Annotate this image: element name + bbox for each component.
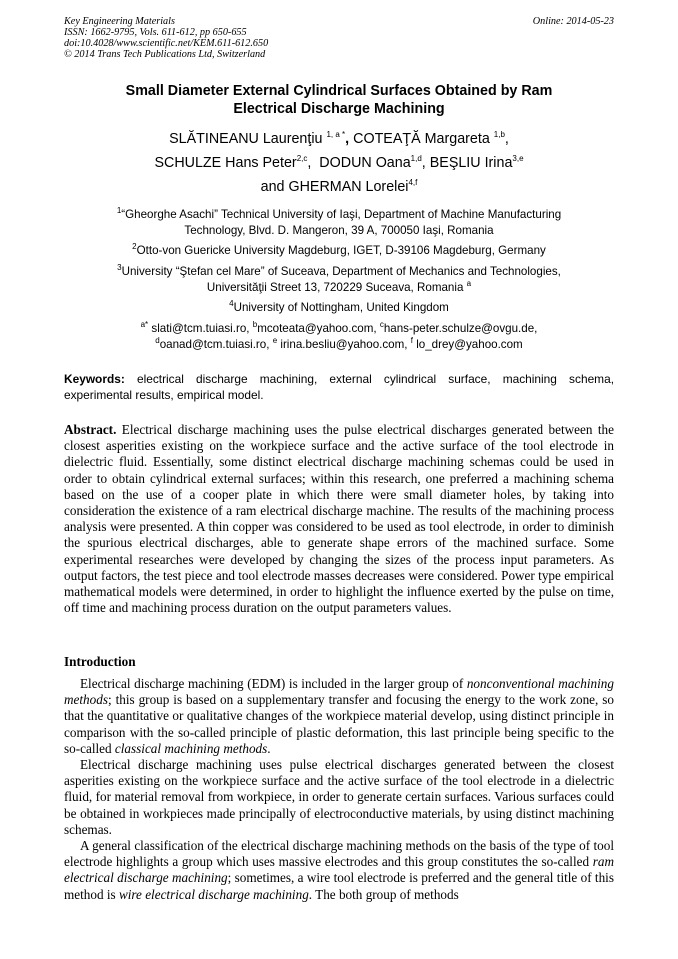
paragraph: Electrical discharge machining uses pulse electrical discharges generated between the closest asperities existing on the workpiece surface and the active surface of the tool electrode in a dielectric fluid, for material removal from workpiece, in order to generate certain surfaces. Various surfaces could be obtained in workpieces made principally of electroconductive materials, by using distinct machining schemas.	[64, 757, 614, 837]
journal-name: Key Engineering Materials	[64, 16, 175, 27]
author-sup: 1,b	[493, 130, 505, 140]
title-line-1: Small Diameter External Cylindrical Surfaces Obtained by Ram	[125, 83, 553, 99]
affil-sup: a	[466, 278, 472, 288]
email-list	[64, 321, 614, 352]
author-sup: 1,d	[410, 154, 422, 164]
email-sup: e	[272, 335, 278, 345]
copyright-line: © 2014 Trans Tech Publications Ltd, Switzerland	[64, 49, 266, 60]
paragraph: Electrical discharge machining (EDM) is included in the larger group of nonconventional machining methods; this group is based on a supplementary transfer and focusing the energy to the work zone, so that the quantitative or qualitative changes of the workpiece material develop, using distinct principle in comparison with the so-called principle of plastic deformation, this last principle being specific to the so-called classical machining methods.	[64, 676, 614, 756]
abstract-text: Electrical discharge machining uses the pulse electrical discharges generated between the closest asperities existing on the workpiece surface and the active surface of the tool electrode in dielectric fluid. Essentially, some distinct electrical discharge machining schemas could be used in order to obtain cylindrical external surfaces; within this research, one preferred a machining schema based on the use of a cooper plate in which there were small diameter holes, by taking into consideration the existence of a ram electrical discharge machine. The results of the machining process analysis were presented. A thin copper was considered to be used as tool electrode, in order to diminish the spurious electrical discharges, able to generate shape errors of the machined surface. Some experimental researches were developed by changing the sizes of the process input parameters. As output factors, the test piece and tool electrode masses decreases were considered. Power type empirical mathematical models were determined, in order to highlight the influence exerted by the pulse on time, off time and machining process duration on the output parameters values.	[64, 422, 614, 616]
title-line-2: Electrical Discharge Machining	[233, 101, 445, 117]
paragraph: A general classification of the electrical discharge machining methods on the basis of the type of tool electrode highlights a group which uses massive electrodes and this group constitutes the so-called ram electrical discharge machining; sometimes, a wire tool electrode is preferred and the general title of this method is wire electrical discharge machining. The both group of methods	[64, 838, 614, 902]
author-name: SCHULZE Hans Peter	[154, 155, 297, 171]
issn-line: ISSN: 1662-9795, Vols. 611-612, pp 650-655	[64, 27, 247, 38]
affil-sup: 1	[116, 206, 122, 216]
email-link[interactable]: hans-peter.schulze@ovgu.de,	[383, 322, 538, 335]
emphasis: wire electrical discharge machining	[118, 886, 309, 902]
author-name: SLĂTINEANU Laurenţiu	[169, 131, 323, 147]
affil-text: Universităţii Street 13, 720229 Suceava, Romania	[206, 280, 464, 294]
emphasis: nonconventional machining methods	[64, 676, 614, 708]
keywords-label: Keywords:	[64, 372, 125, 386]
affil-text: Technology, Blvd. D. Mangeron, 39 A, 700050 Iaşi, Romania	[184, 223, 494, 237]
affil-sup: 3	[117, 263, 122, 273]
doi-line: doi:10.4028/www.scientific.net/KEM.611-612.650	[64, 38, 269, 49]
author-name: BEŞLIU Irina	[429, 155, 513, 171]
author-name: COTEAŢĂ Margareta	[353, 131, 490, 147]
email-link[interactable]: slati@tcm.tuiasi.ro,	[151, 322, 250, 335]
author-line-1: SLĂTINEANU Laurenţiu $^{1, a *}$, COTEAŢĂ Margareta $^{1,b}$,	[169, 130, 509, 147]
section-heading-introduction: Introduction	[64, 654, 136, 669]
keywords-text: electrical discharge machining, external cylindrical surface, machining schema, experimental results, empirical model.	[64, 372, 614, 402]
author-sup: 1, a *	[326, 130, 346, 140]
introduction-body	[64, 676, 614, 903]
affil-sup: 2	[132, 242, 137, 252]
author-line-2: SCHULZE Hans Peter$^{2,c}$, DODUN Oana$^{1,d}$, BEŞLIU Irina$^{3,e}$	[154, 154, 524, 171]
affil-sup: 4	[229, 299, 234, 309]
email-sup: c	[379, 320, 384, 330]
email-sup: b	[252, 320, 258, 330]
author-name: GHERMAN Lorelei	[288, 179, 409, 195]
paper-title	[64, 82, 614, 118]
email-link[interactable]: irina.besliu@yahoo.com,	[280, 337, 408, 351]
email-sup: a*	[140, 320, 149, 330]
email-link[interactable]: mcoteata@yahoo.com,	[257, 322, 377, 335]
affil-text: University of Nottingham, United Kingdom	[233, 301, 449, 314]
affiliation-4	[64, 300, 614, 316]
author-sup: 3,e	[512, 154, 524, 164]
online-date: Online: 2014-05-23	[532, 16, 614, 27]
emphasis: ram electrical discharge machining	[64, 854, 614, 886]
author-and: and	[260, 179, 285, 195]
affiliation-2	[64, 243, 614, 259]
abstract	[64, 422, 614, 616]
keywords	[64, 372, 614, 403]
email-sup: f	[410, 335, 413, 345]
email-link[interactable]: oanad@tcm.tuiasi.ro,	[159, 337, 270, 351]
affiliation-3	[64, 264, 614, 295]
email-link[interactable]: lo_drey@yahoo.com	[416, 337, 523, 351]
author-list	[64, 127, 614, 199]
emphasis: classical machining methods	[114, 740, 268, 756]
affil-text: “Gheorghe Asachi” Technical University of Iaşi, Department of Machine Manufacturing	[121, 208, 562, 221]
affil-text: University “Ştefan cel Mare” of Suceava, Department of Mechanics and Technologies,	[121, 265, 561, 278]
author-name: DODUN Oana	[319, 155, 411, 171]
journal-header	[64, 16, 614, 60]
abstract-label: Abstract.	[64, 422, 117, 437]
author-sup: 4,f	[408, 178, 418, 188]
affiliation-1	[64, 207, 614, 238]
email-sup: d	[155, 335, 160, 345]
affil-text: Otto-von Guericke University Magdeburg, IGET, D-39106 Magdeburg, Germany	[136, 244, 546, 257]
author-sup: 2,c	[296, 154, 308, 164]
author-line-3	[64, 175, 614, 199]
